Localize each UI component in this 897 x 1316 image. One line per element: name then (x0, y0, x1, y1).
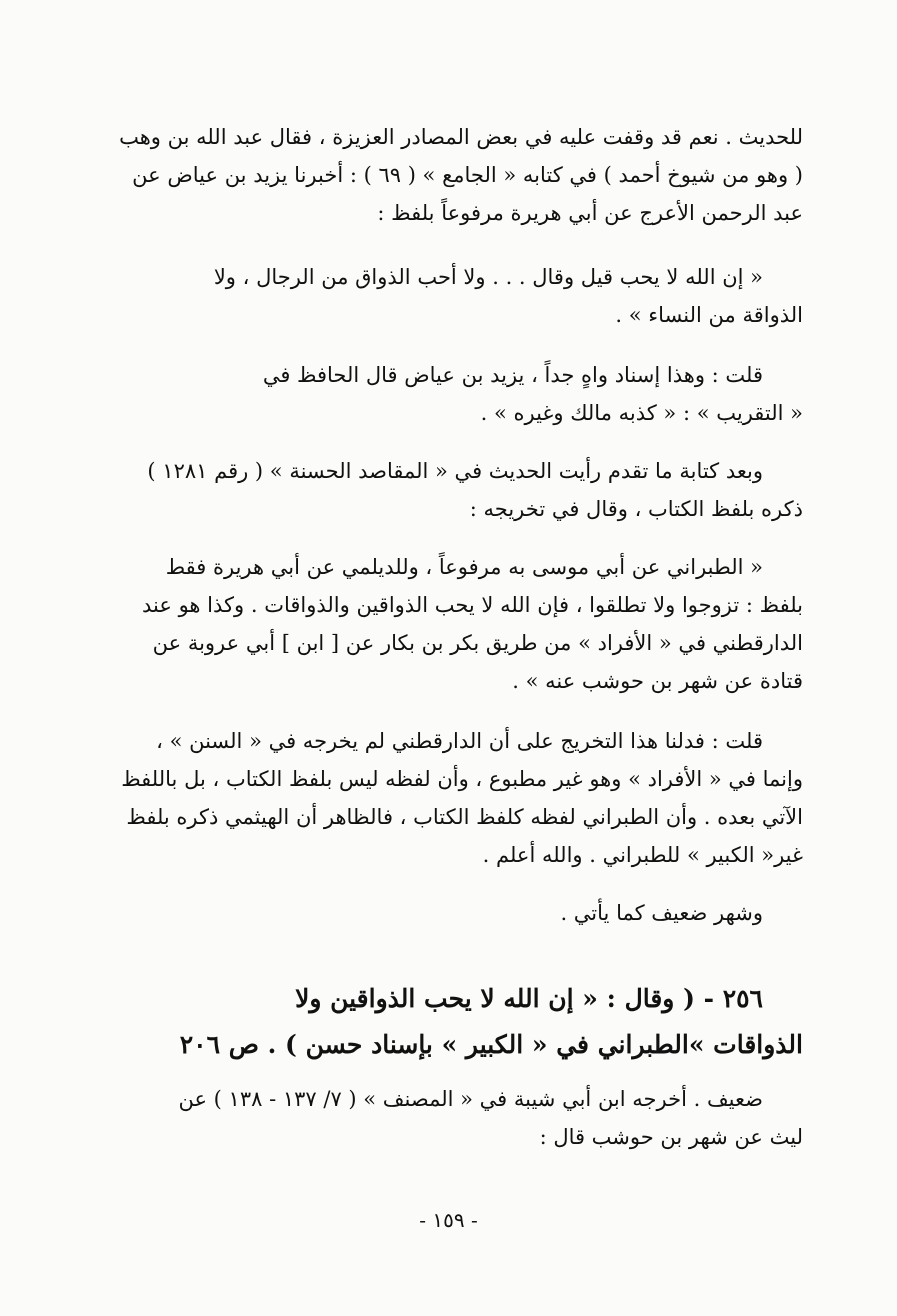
paragraph-9 (103, 1080, 803, 1156)
paragraph-line: للحديث . نعم قد وقفت عليه في بعض المصادر العزيزة ، فقال عبد الله بن وهب (119, 125, 803, 149)
paragraph-line: الذواقة من النساء » . (615, 303, 803, 327)
paragraph-line: وإنما في « الأفراد » وهو غير مطبوع ، وأن لفظه ليس بلفظ الكتاب ، بل باللفظ (121, 767, 803, 791)
paragraph-line: ( وهو من شيوخ أحمد ) في كتابه « الجامع » ( ٦٩ ) : أخبرنا يزيد بن عياض عن (132, 163, 803, 187)
paragraph-2 (103, 258, 803, 334)
paragraph-line: ذكره بلفظ الكتاب ، وقال في تخريجه : (469, 497, 803, 521)
page-number: - ١٥٩ - (419, 1208, 478, 1232)
paragraph-line: « الطبراني عن أبي موسى به مرفوعاً ، وللديلمي عن أبي هريرة فقط (165, 555, 763, 579)
paragraph-line: قتادة عن شهر بن حوشب عنه » . (512, 669, 803, 693)
paragraph-line: عبد الرحمن الأعرج عن أبي هريرة مرفوعاً بلفظ : (377, 201, 803, 225)
paragraph-line: غير« الكبير » للطبراني . والله أعلم . (482, 843, 803, 867)
paragraph-6 (103, 722, 803, 874)
paragraph-line: قلت : وهذا إسناد واهٍ جداً ، يزيد بن عياض قال الحافظ في (262, 363, 763, 387)
paragraph-4 (103, 452, 803, 528)
paragraph-line: ضعيف . أخرجه ابن أبي شيبة في « المصنف » ( ٧/ ١٣٧ - ١٣٨ ) عن (178, 1087, 763, 1111)
paragraph-line: وبعد كتابة ما تقدم رأيت الحديث في « المقاصد الحسنة » ( رقم ١٢٨١ ) (147, 459, 763, 483)
heading-line: الذواقات »الطبراني في « الكبير » بإسناد حسن ) . ص ٢٠٦ (179, 1030, 803, 1059)
paragraph-3 (103, 356, 803, 432)
paragraph-line: وشهر ضعيف كما يأتي . (560, 901, 763, 925)
paragraph-7 (103, 894, 803, 932)
paragraph-line: الدارقطني في « الأفراد » من طريق بكر بن بكار عن [ ابن ] أبي عروبة عن (152, 631, 803, 655)
paragraph-line: « التقريب » : « كذبه مالك وغيره » . (480, 401, 803, 425)
heading-line: ٢٥٦ - ( وقال : « إن الله لا يحب الذواقين ولا (295, 984, 763, 1013)
paragraph-line: ليث عن شهر بن حوشب قال : (539, 1125, 803, 1149)
hadith-heading (103, 976, 803, 1068)
paragraph-5 (103, 548, 803, 700)
paragraph-line: قلت : فدلنا هذا التخريج على أن الدارقطني لم يخرجه في « السنن » ، (156, 729, 763, 753)
paragraph-line: « إن الله لا يحب قيل وقال . . . ولا أحب الذواق من الرجال ، ولا (213, 265, 763, 289)
paragraph-line: الآتي بعده . وأن الطبراني لفظه كلفظ الكتاب ، فالظاهر أن الهيثمي ذكره بلفظ (126, 805, 803, 829)
paragraph-line: بلفظ : تزوجوا ولا تطلقوا ، فإن الله لا يحب الذواقين والذواقات . وكذا هو عند (142, 593, 803, 617)
paragraph-1 (103, 118, 803, 232)
